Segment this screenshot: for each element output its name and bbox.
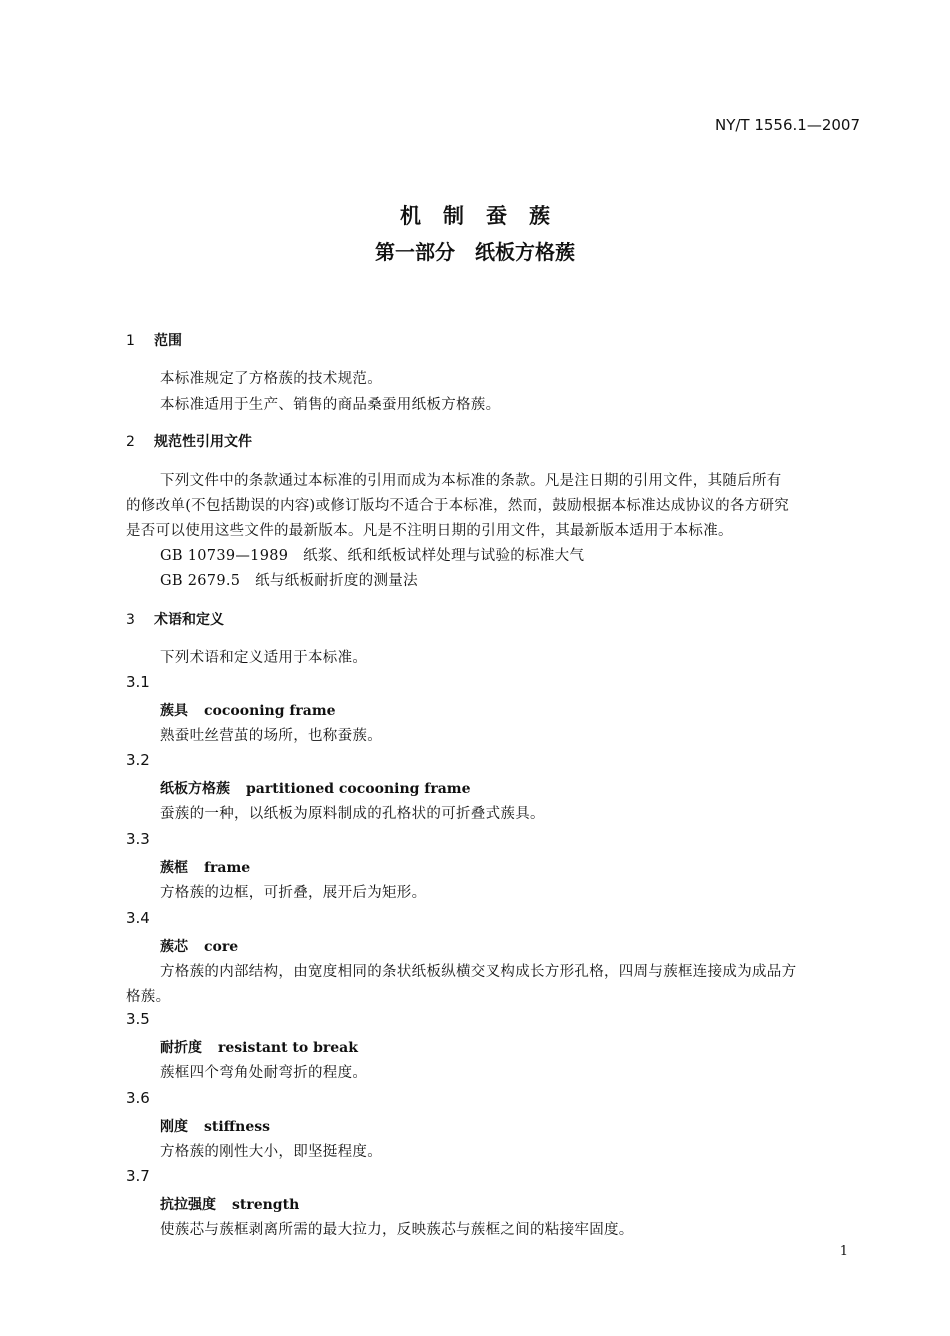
term-definition: 方格蔟的刚性大小，即坚挺程度。 xyxy=(160,1144,382,1160)
term-definition: 熟蚕吐丝营茧的场所，也称蚕蔟。 xyxy=(160,728,382,744)
term-definition: 蔟框四个弯角处耐弯折的程度。 xyxy=(160,1065,368,1081)
subsection-number: 3.2 xyxy=(126,751,150,769)
paragraph: 下列术语和定义适用于本标准。 xyxy=(160,650,368,666)
reference-item: GB 10739—1989 纸浆、纸和纸板试样处理与试验的标准大气 xyxy=(160,548,585,564)
term-definition: 使蔟芯与蔟框剥离所需的最大拉力，反映蔟芯与蔟框之间的粘接牢固度。 xyxy=(160,1222,634,1238)
section-title: 范围 xyxy=(154,333,182,349)
paragraph-line: 的修改单(不包括勘误的内容)或修订版均不适合于本标准，然而，鼓励根据本标准达成协议的各方研究 xyxy=(126,498,790,514)
term-en: resistant to break xyxy=(218,1040,358,1056)
section-number: 1 xyxy=(126,333,135,349)
term xyxy=(160,778,471,798)
subsection-number: 3.6 xyxy=(126,1089,150,1107)
section-number: 3 xyxy=(126,612,135,628)
term xyxy=(160,1037,358,1057)
paragraph: 本标准规定了方格蔟的技术规范。 xyxy=(160,371,382,387)
page-number: 1 xyxy=(839,1244,848,1259)
document-title: 机制蚕蔟 xyxy=(400,204,572,228)
section-number: 2 xyxy=(126,434,135,450)
standard-number: NY/T 1556.1—2007 xyxy=(714,116,860,134)
term-en: partitioned cocooning frame xyxy=(246,781,471,797)
term-zh: 蔟框 xyxy=(160,860,188,876)
term-en: frame xyxy=(204,860,251,876)
reference-item: GB 2679.5 纸与纸板耐折度的测量法 xyxy=(160,573,418,589)
term-zh: 纸板方格蔟 xyxy=(160,781,230,797)
term-zh: 抗拉强度 xyxy=(160,1197,216,1213)
term-en: cocooning frame xyxy=(204,703,336,719)
term-zh: 蔟芯 xyxy=(160,939,188,955)
paragraph-line: 是否可以使用这些文件的最新版本。凡是不注明日期的引用文件，其最新版本适用于本标准。 xyxy=(126,523,733,539)
term-en: stiffness xyxy=(204,1119,271,1135)
subsection-number: 3.7 xyxy=(126,1167,150,1185)
term-en: strength xyxy=(232,1197,300,1213)
subsection-number: 3.1 xyxy=(126,673,150,691)
term xyxy=(160,936,238,956)
subsection-number: 3.3 xyxy=(126,830,150,848)
section-2-heading xyxy=(126,431,252,451)
term xyxy=(160,700,336,720)
paragraph: 本标准适用于生产、销售的商品桑蚕用纸板方格蔟。 xyxy=(160,397,501,413)
term-definition: 方格蔟的边框，可折叠，展开后为矩形。 xyxy=(160,885,427,901)
term-definition-continued: 格蔟。 xyxy=(126,989,171,1005)
term xyxy=(160,857,250,877)
term-zh: 耐折度 xyxy=(160,1040,202,1056)
subsection-number: 3.4 xyxy=(126,909,150,927)
term xyxy=(160,1194,299,1214)
section-3-heading xyxy=(126,609,224,629)
document-subtitle: 第一部分 纸板方格蔟 xyxy=(375,240,575,264)
section-1-heading xyxy=(126,330,182,350)
term-definition: 蚕蔟的一种，以纸板为原料制成的孔格状的可折叠式蔟具。 xyxy=(160,806,545,822)
term-en: core xyxy=(204,939,239,955)
term-zh: 蔟具 xyxy=(160,703,188,719)
subsection-number: 3.5 xyxy=(126,1010,150,1028)
term-definition: 方格蔟的内部结构，由宽度相同的条状纸板纵横交叉构成长方形孔格，四周与蔟框连接成为成品方 xyxy=(160,964,797,980)
term-zh: 刚度 xyxy=(160,1119,188,1135)
section-title: 规范性引用文件 xyxy=(154,434,252,450)
section-title: 术语和定义 xyxy=(154,612,224,628)
term xyxy=(160,1116,270,1136)
paragraph-line: 下列文件中的条款通过本标准的引用而成为本标准的条款。凡是注日期的引用文件，其随后所有 xyxy=(160,473,782,489)
